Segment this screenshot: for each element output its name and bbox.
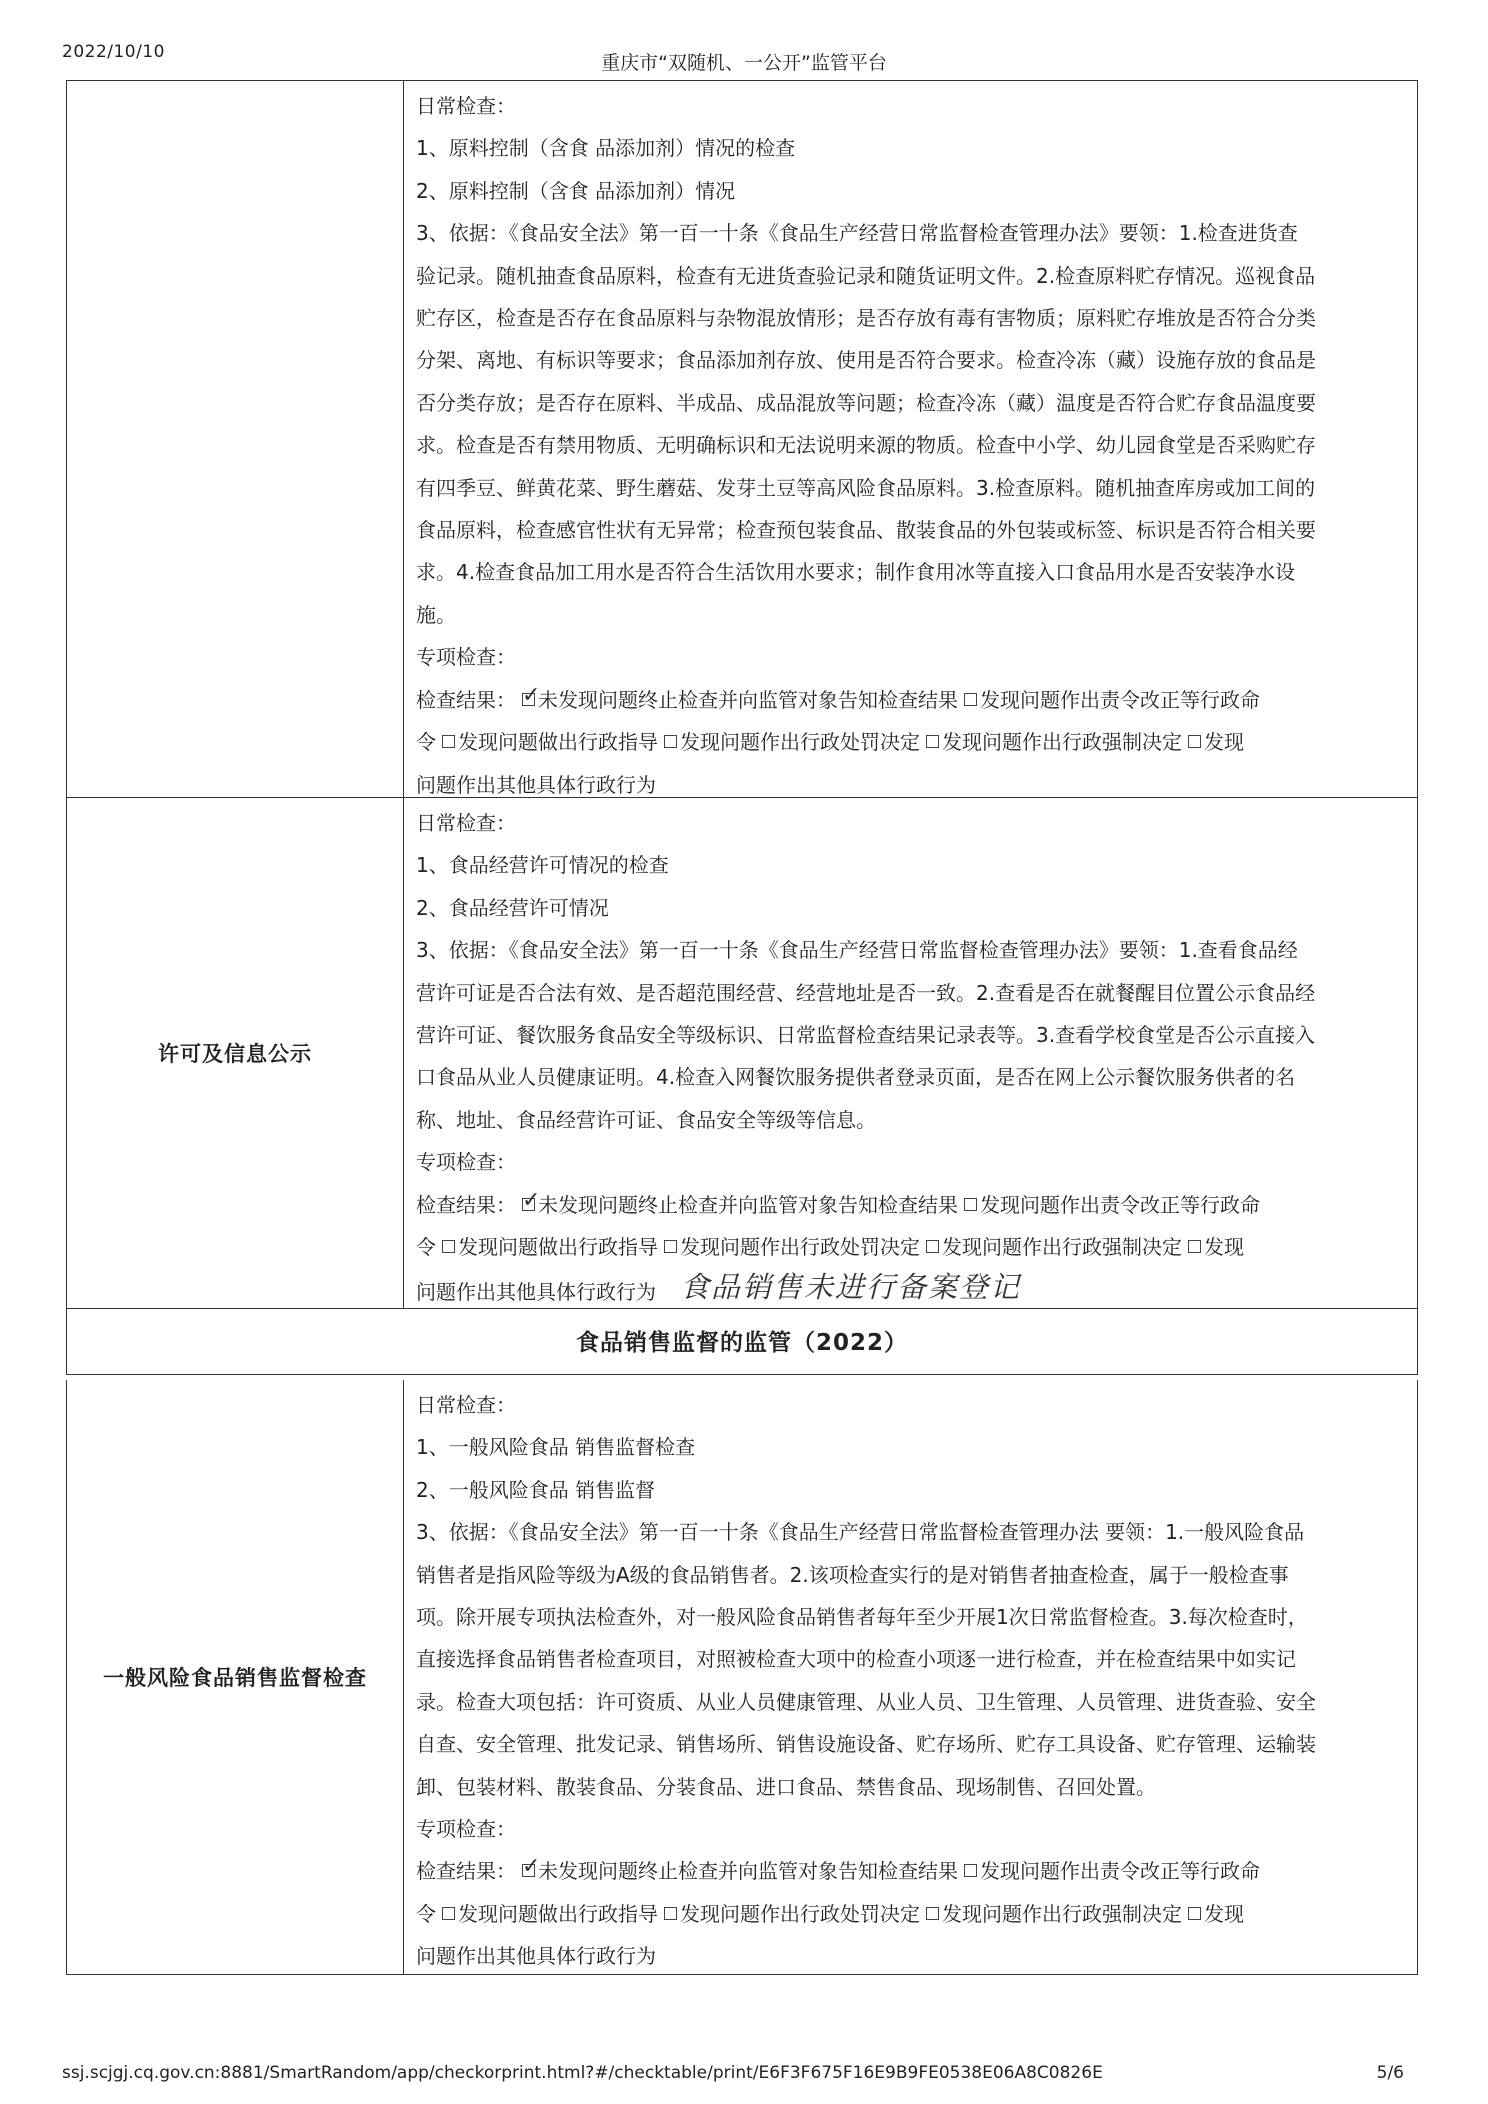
print-header-title: 重庆市“双随机、一公开”监管平台 bbox=[601, 52, 887, 74]
checkbox[interactable] bbox=[1188, 1240, 1201, 1253]
line: 自查、安全管理、批发记录、销售场所、销售设施设备、贮存场所、贮存工具设备、贮存管理、运输装 bbox=[416, 1732, 1316, 1757]
checkbox-checked[interactable] bbox=[522, 693, 535, 706]
result-option: 发现 bbox=[1204, 1901, 1244, 1926]
inspection-table-part-1 bbox=[66, 80, 1418, 1309]
result-prefix: 检查结果： bbox=[416, 1192, 516, 1217]
result-option: 发现问题作出行政强制决定 bbox=[942, 1901, 1182, 1926]
checkbox[interactable] bbox=[664, 1240, 677, 1253]
checkbox[interactable] bbox=[926, 1907, 939, 1920]
line: 3、依据：《食品安全法》第一百一十条《食品生产经营日常监督检查管理办法 要领：1.一般风险食品 bbox=[416, 1520, 1305, 1545]
result-option: 发现问题作出行政处罚决定 bbox=[680, 730, 920, 755]
checkbox[interactable] bbox=[442, 1907, 455, 1920]
result-line bbox=[416, 764, 1405, 798]
result-option: 发现问题作出行政强制决定 bbox=[942, 730, 1182, 755]
result-option: 发现 bbox=[1204, 1235, 1244, 1260]
section-title: 食品销售监督的监管（2022） bbox=[67, 1306, 1417, 1375]
result-line bbox=[416, 1893, 1405, 1935]
line: 有四季豆、鲜黄花菜、野生蘑菇、发芽土豆等高风险食品原料。3.检查原料。随机抽查库房或加工间的 bbox=[416, 475, 1316, 500]
result-option: 问题作出其他具体行政行为 bbox=[416, 1280, 656, 1305]
footer-url: ssj.scjgj.cq.gov.cn:8881/SmartRandom/app/checkorprint.html?#/checktable/print/E6F3F675F16E9B9FE0538E06A8C0826E bbox=[62, 2063, 1103, 2083]
row-label: 许可及信息公示 bbox=[67, 798, 404, 1308]
result-line bbox=[416, 1226, 1405, 1268]
result-option: 问题作出其他具体行政行为 bbox=[416, 772, 656, 797]
result-option: 发现问题做出行政指导 bbox=[458, 1235, 658, 1260]
checkbox[interactable] bbox=[964, 1198, 977, 1211]
result-option: 发现 bbox=[1204, 730, 1244, 755]
line: 1、一般风险食品 销售监督检查 bbox=[416, 1435, 696, 1460]
result-option: 问题作出其他具体行政行为 bbox=[416, 1944, 656, 1969]
line: 3、依据：《食品安全法》第一百一十条《食品生产经营日常监督检查管理办法》要领：1.查看食品经 bbox=[416, 938, 1298, 963]
result-option: 发现问题做出行政指导 bbox=[458, 1901, 658, 1926]
row-content bbox=[404, 1380, 1417, 1974]
line: 3、依据：《食品安全法》第一百一十条《食品生产经营日常监督检查管理办法》要领：1.检查进货查 bbox=[416, 221, 1298, 246]
line: 求。检查是否有禁用物质、无明确标识和无法说明来源的物质。检查中小学、幼儿园食堂是否采购贮存 bbox=[416, 433, 1316, 458]
result-line bbox=[416, 679, 1405, 721]
result-option: 未发现问题终止检查并向监管对象告知检查结果 bbox=[538, 1859, 958, 1884]
checkbox[interactable] bbox=[926, 1240, 939, 1253]
line: 营许可证、餐饮服务食品安全等级标识、日常监督检查结果记录表等。3.查看学校食堂是否公示直接入 bbox=[416, 1023, 1316, 1048]
line: 专项检查： bbox=[416, 645, 516, 670]
table-row bbox=[67, 1380, 1417, 1975]
result-option: 令 bbox=[416, 730, 436, 755]
checkbox[interactable] bbox=[442, 735, 455, 748]
result-line bbox=[416, 721, 1405, 763]
section-title-row bbox=[66, 1306, 1418, 1375]
result-option: 发现问题作出责令改正等行政命 bbox=[980, 1859, 1260, 1884]
line: 食品原料，检查感官性状有无异常；检查预包装食品、散装食品的外包装或标签、标识是否符合相关要 bbox=[416, 518, 1316, 543]
line: 2、一般风险食品 销售监督 bbox=[416, 1477, 656, 1502]
line: 录。检查大项包括：许可资质、从业人员健康管理、从业人员、卫生管理、人员管理、进货查验、安全 bbox=[416, 1689, 1316, 1714]
checkbox[interactable] bbox=[442, 1240, 455, 1253]
result-line bbox=[416, 1850, 1405, 1892]
row-label bbox=[67, 81, 404, 797]
checkbox[interactable] bbox=[664, 1907, 677, 1920]
line: 1、食品经营许可情况的检查 bbox=[416, 853, 669, 878]
page-number: 5/6 bbox=[1376, 2063, 1404, 2083]
result-option: 发现问题作出责令改正等行政命 bbox=[980, 1192, 1260, 1217]
line: 验记录。随机抽查食品原料，检查有无进货查验记录和随货证明文件。2.检查原料贮存情况。巡视食品 bbox=[416, 263, 1316, 288]
checkbox[interactable] bbox=[1188, 735, 1201, 748]
print-date: 2022/10/10 bbox=[62, 42, 165, 62]
line: 销售者是指风险等级为A级的食品销售者。2.该项检查实行的是对销售者抽查检查，属于一般检查事 bbox=[416, 1562, 1289, 1587]
result-prefix: 检查结果： bbox=[416, 687, 516, 712]
line: 直接选择食品销售者检查项目，对照被检查大项中的检查小项逐一进行检查，并在检查结果中如实记 bbox=[416, 1647, 1296, 1672]
line: 2、食品经营许可情况 bbox=[416, 895, 609, 920]
result-option: 发现问题作出行政处罚决定 bbox=[680, 1901, 920, 1926]
checkbox[interactable] bbox=[1188, 1907, 1201, 1920]
result-option: 令 bbox=[416, 1901, 436, 1926]
line: 口食品从业人员健康证明。4.检查入网餐饮服务提供者登录页面，是否在网上公示餐饮服务供者的名 bbox=[416, 1065, 1296, 1090]
line: 专项检查： bbox=[416, 1150, 516, 1175]
result-option: 未发现问题终止检查并向监管对象告知检查结果 bbox=[538, 687, 958, 712]
result-line bbox=[416, 1268, 1405, 1308]
line: 分架、离地、有标识等要求；食品添加剂存放、使用是否符合要求。检查冷冻（藏）设施存放的食品是 bbox=[416, 348, 1316, 373]
line: 称、地址、食品经营许可证、食品安全等级等信息。 bbox=[416, 1107, 876, 1132]
result-prefix: 检查结果： bbox=[416, 1859, 516, 1884]
result-option: 未发现问题终止检查并向监管对象告知检查结果 bbox=[538, 1192, 958, 1217]
checkbox[interactable] bbox=[964, 1864, 977, 1877]
checkbox[interactable] bbox=[964, 693, 977, 706]
line: 求。4.检查食品加工用水是否符合生活饮用水要求；制作食用冰等直接入口食品用水是否安装净水设 bbox=[416, 560, 1296, 585]
result-option: 发现问题作出行政处罚决定 bbox=[680, 1235, 920, 1260]
line: 项。除开展专项执法检查外，对一般风险食品销售者每年至少开展1次日常监督检查。3.每次检查时， bbox=[416, 1605, 1308, 1630]
result-line bbox=[416, 1184, 1405, 1226]
result-option: 发现问题做出行政指导 bbox=[458, 730, 658, 755]
row-content bbox=[404, 798, 1417, 1308]
line: 施。 bbox=[416, 602, 456, 627]
checkbox[interactable] bbox=[664, 735, 677, 748]
line: 贮存区，检查是否存在食品原料与杂物混放情形；是否存放有毒有害物质；原料贮存堆放是否符合分类 bbox=[416, 306, 1316, 331]
result-option: 令 bbox=[416, 1235, 436, 1260]
line: 2、原料控制（含食 品添加剂）情况 bbox=[416, 178, 736, 203]
row-label: 一般风险食品销售监督检查 bbox=[67, 1380, 404, 1974]
line: 营许可证是否合法有效、是否超范围经营、经营地址是否一致。2.查看是否在就餐醒目位置公示食品经 bbox=[416, 980, 1316, 1005]
line: 日常检查： bbox=[416, 94, 516, 118]
line: 否分类存放；是否存在原料、半成品、成品混放等问题；检查冷冻（藏）温度是否符合贮存食品温度要 bbox=[416, 390, 1316, 415]
result-line bbox=[416, 1935, 1405, 1974]
result-option: 发现问题作出行政强制决定 bbox=[942, 1235, 1182, 1260]
checkbox-checked[interactable] bbox=[522, 1198, 535, 1211]
result-option: 发现问题作出责令改正等行政命 bbox=[980, 687, 1260, 712]
checkbox[interactable] bbox=[926, 735, 939, 748]
table-row bbox=[67, 798, 1417, 1309]
handwritten-note: 食品销售未进行备案登记 bbox=[680, 1270, 1022, 1305]
line: 日常检查： bbox=[416, 1393, 516, 1417]
line: 卸、包装材料、散装食品、分装食品、进口食品、禁售食品、现场制售、召回处置。 bbox=[416, 1774, 1156, 1799]
row-content bbox=[404, 81, 1417, 797]
table-row bbox=[67, 81, 1417, 798]
line: 专项检查： bbox=[416, 1817, 516, 1842]
checkbox-checked[interactable] bbox=[522, 1864, 535, 1877]
inspection-table-part-2 bbox=[66, 1380, 1418, 1975]
line: 日常检查： bbox=[416, 811, 516, 835]
line: 1、原料控制（含食 品添加剂）情况的检查 bbox=[416, 136, 796, 161]
